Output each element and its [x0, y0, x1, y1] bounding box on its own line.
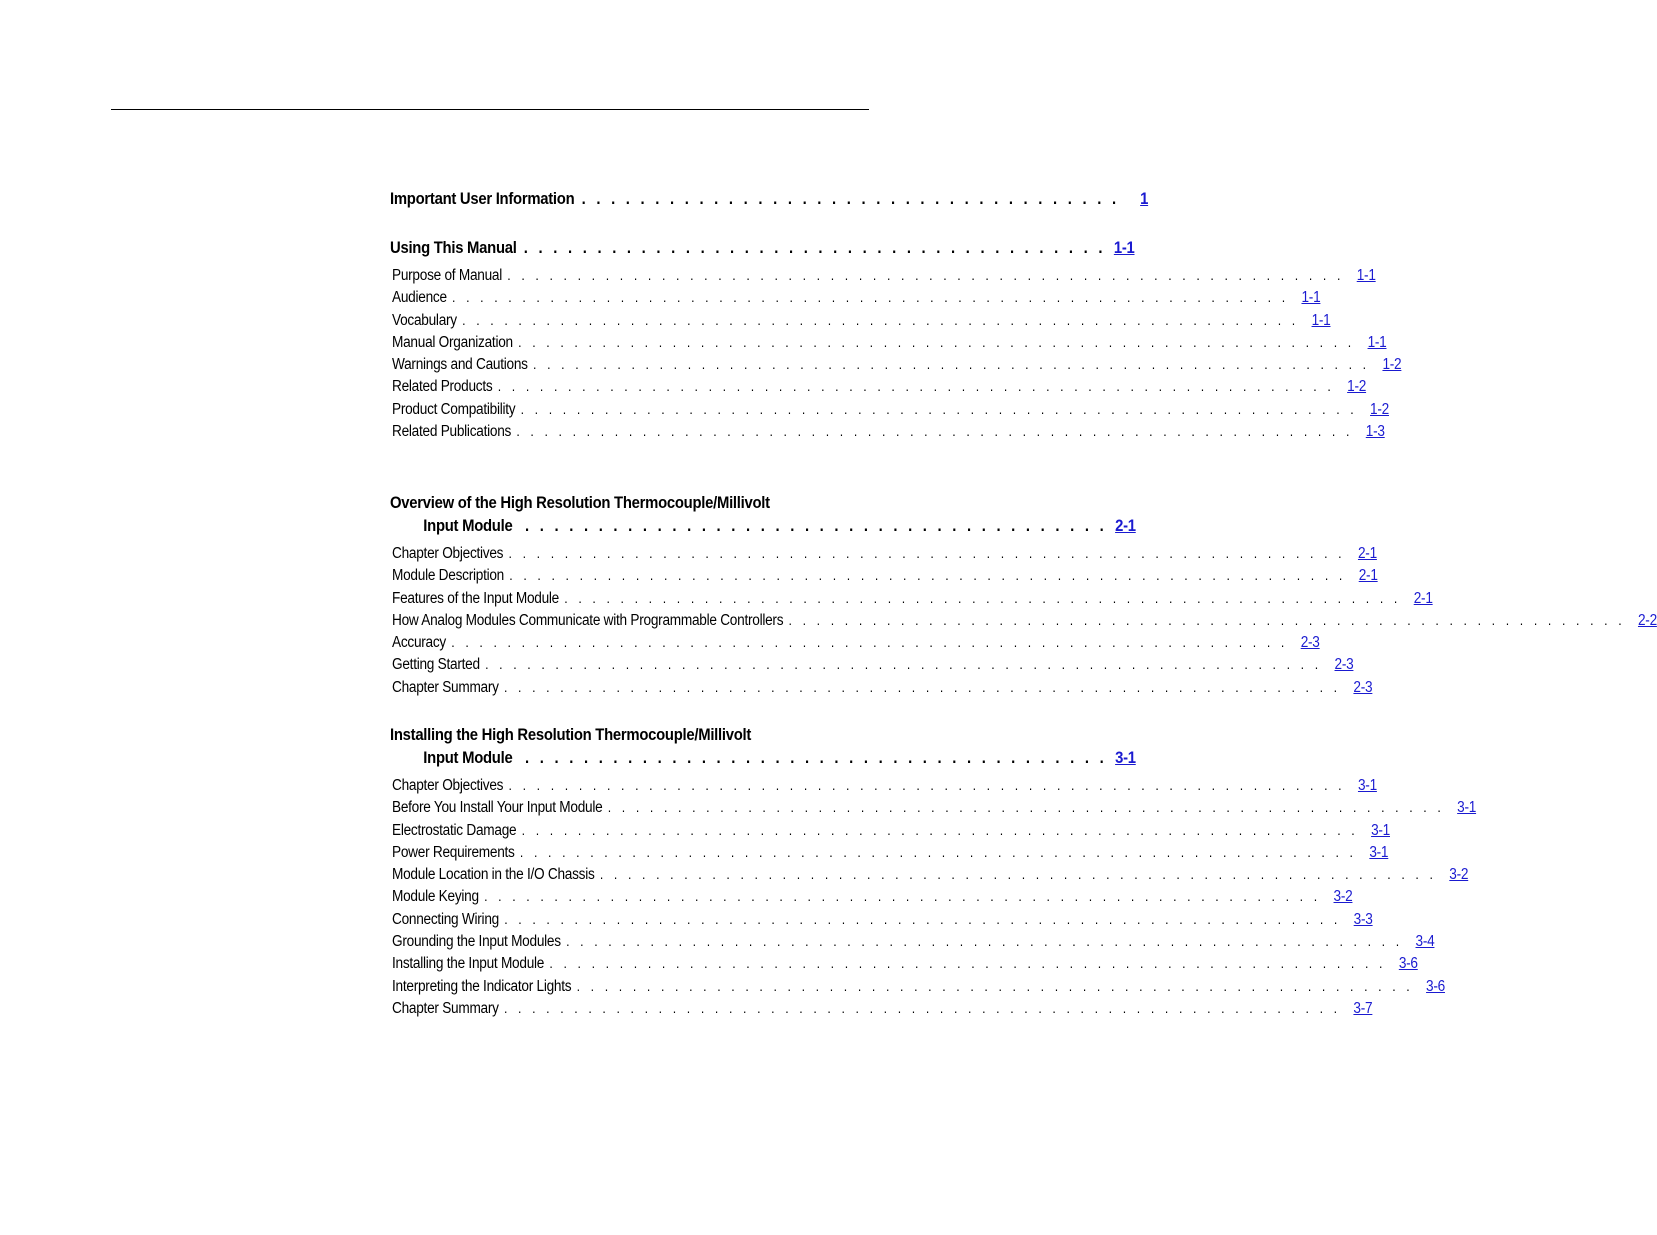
- leader-dots: . . . . . . . . . . . . . . . . . . . . . . . . . . . . . . . . . . . . . . . . . . . . . . . . . . . . . . . . . . . .: [503, 999, 1341, 1016]
- toc-entry[interactable]: [392, 400, 1389, 423]
- section-title-line1: Installing the High Resolution Thermocouple/Millivolt: [390, 726, 752, 744]
- toc-entry[interactable]: [392, 545, 1377, 567]
- leader-dots: . . . . . . . . . . . . . . . . . . . . . . . . . . . . . . . . . . . . . . . . . . . . . . . . . . . . . . . . . . . .: [516, 423, 1354, 440]
- page-link[interactable]: 1-1: [1301, 289, 1321, 307]
- section-title: Using This Manual: [390, 239, 517, 257]
- toc-entry[interactable]: [392, 423, 1385, 445]
- toc-entry[interactable]: [392, 634, 1320, 656]
- page-link[interactable]: 3-2: [1333, 888, 1353, 906]
- section-title-line2: Input Module: [423, 517, 513, 535]
- page-link[interactable]: 2-1: [1413, 589, 1433, 607]
- leader-dots: . . . . . . . . . . . . . . . . . . . . . . . . . . . . . . . . . . . . . . . . . . . . . . . . . . . . . . . . . . . .: [518, 333, 1355, 350]
- page-link[interactable]: 2-3: [1353, 678, 1373, 696]
- entry-title: Connecting Wiring: [392, 910, 499, 928]
- leader-dots: . . . . . . . . . . . . . . . . . . . . . . . . . . . . . . . . . . . . . . . . . . . . . . . . . . . . . . . . . . . .: [607, 799, 1445, 816]
- entry-title: Audience: [392, 289, 447, 307]
- section-title: Important User Information: [390, 190, 575, 208]
- page-link[interactable]: 3-2: [1449, 866, 1469, 884]
- page-link[interactable]: 3-7: [1353, 999, 1373, 1017]
- entry-title: Module Description: [392, 567, 505, 585]
- page-link[interactable]: 1-1: [1356, 267, 1376, 284]
- toc-entry[interactable]: [392, 999, 1373, 1022]
- leader-dots: . . . . . . . . . . . . . . . . . . . . . . . . . . . . . . . . . . . . . . . . . . . . . . . . . . . . . . . . . . . .: [566, 933, 1403, 950]
- leader-dots: . . . . . . . . . . . . . . . . . . . . . . . . . . . . . . . . . . . . . . . . . . . . . . . . . . . . . . . . . . . .: [508, 545, 1346, 561]
- entry-title: Warnings and Cautions: [392, 356, 528, 374]
- entry-title: Electrostatic Damage: [392, 821, 517, 839]
- toc-entry[interactable]: [392, 821, 1391, 844]
- page-link[interactable]: 2-2: [1637, 611, 1657, 629]
- leader-dots: . . . . . . . . . . . . . . . . . . . . . . . . . . . . . . . . . . . . . . . . . . . . . . . . . . . . . . . . . . . .: [599, 866, 1437, 883]
- toc-entry[interactable]: [392, 589, 1433, 612]
- entry-title: Before You Install Your Input Module: [392, 799, 603, 817]
- leader-dots: . . . . . . . . . . . . . . . . . . . . . . . . . . . . . . . . . . . . . . . .: [523, 239, 1106, 257]
- entry-title: Accuracy: [392, 634, 446, 652]
- entry-list: [392, 777, 1477, 1022]
- toc-entry[interactable]: [392, 888, 1353, 910]
- page-link[interactable]: 3-1: [1457, 799, 1477, 817]
- leader-dots: . . . . . . . . . . . . . . . . . . . . . . . . . . . . . . . . . . . . . . . . . . . . . . . . . . . . . . . . . . . .: [549, 955, 1387, 972]
- leader-dots: . . . . . . . . . . . . . . . . . . . . . . . . . . . . . . . . . . . . . . . . . . . . . . . . . . . . . . . . . . . .: [497, 378, 1335, 395]
- toc-entry[interactable]: [392, 777, 1377, 799]
- section-title-line1: Overview of the High Resolution Thermocouple/Millivolt: [390, 494, 770, 512]
- page-link[interactable]: 2-1: [1115, 517, 1136, 535]
- page-link[interactable]: 3-6: [1398, 955, 1418, 973]
- page-link[interactable]: 1-3: [1365, 423, 1385, 441]
- toc-entry[interactable]: [392, 656, 1354, 678]
- toc-section-installing: [390, 726, 1477, 1022]
- page-link[interactable]: 3-1: [1369, 843, 1389, 861]
- leader-dots: . . . . . . . . . . . . . . . . . . . . . . . . . . . . . . . . . . . . . . . . . . . . . . . . . . . . . . . . . . . .: [504, 910, 1341, 927]
- entry-title: Product Compatibility: [392, 400, 516, 418]
- toc-entry[interactable]: [392, 333, 1387, 356]
- entry-title: Purpose of Manual: [392, 267, 503, 284]
- page-link[interactable]: 1-2: [1370, 400, 1389, 418]
- entry-title: Getting Started: [392, 656, 480, 674]
- page-link[interactable]: 3-1: [1371, 821, 1391, 839]
- toc-section-important: [390, 190, 1149, 239]
- entry-title: Grounding the Input Modules: [392, 933, 561, 951]
- page-link[interactable]: 2-3: [1334, 656, 1354, 674]
- toc-entry[interactable]: [392, 378, 1367, 400]
- page-link[interactable]: 3-3: [1353, 910, 1373, 928]
- page-link[interactable]: 3-4: [1415, 933, 1435, 951]
- toc-section-overview: [390, 494, 1657, 726]
- page-link[interactable]: 1: [1140, 190, 1149, 208]
- toc-entry[interactable]: [392, 910, 1373, 933]
- table-of-contents: [390, 190, 1657, 1022]
- leader-dots: . . . . . . . . . . . . . . . . . . . . . . . . . . . . . . . . . . . . . . . . . . . . . . . . . . . . . . . . . . . .: [508, 777, 1346, 793]
- page-link[interactable]: 1-1: [1311, 311, 1331, 329]
- toc-entry[interactable]: [392, 567, 1378, 589]
- toc-entry[interactable]: [392, 289, 1321, 311]
- leader-dots: . . . . . . . . . . . . . . . . . . . . . . . . . . . . . . . . . . . . . . . . . . . . . . . . . . . . . . . . . . . .: [519, 843, 1357, 860]
- leader-dots: . . . . . . . . . . . . . . . . . . . . . . . . . . . . . . . . . . . . . . . . . . . . . . . . . . . . . . . . . . . .: [452, 289, 1289, 306]
- entry-title: Module Keying: [392, 888, 479, 906]
- entry-title: Chapter Objectives: [392, 545, 504, 562]
- entry-title: Features of the Input Module: [392, 589, 560, 607]
- leader-dots: . . . . . . . . . . . . . . . . . . . . . . . . . . . . . . . . . . . . . . . . . . . . . . . . . . . . . . . . . . . .: [507, 267, 1344, 283]
- toc-entry[interactable]: [392, 799, 1477, 821]
- entry-title: Power Requirements: [392, 843, 515, 861]
- leader-dots: . . . . . . . . . . . . . . . . . . . . . . . . . . . . . . . . . . . . . . . . . . . . . . . . . . . . . . . . . . . .: [503, 678, 1341, 695]
- section-title-line2: Input Module: [423, 749, 513, 767]
- entry-title: Related Publications: [392, 423, 512, 441]
- page-link[interactable]: 1-1: [1113, 239, 1135, 257]
- entry-title: Related Products: [392, 378, 493, 396]
- toc-entry[interactable]: [392, 955, 1418, 977]
- toc-entry[interactable]: [392, 866, 1469, 888]
- leader-dots: . . . . . . . . . . . . . . . . . . . . . . . . . . . . . . . . . . . . . . . . . . . . . . . . . . . . . . . . . . . .: [462, 311, 1299, 328]
- entry-title: Chapter Summary: [392, 678, 499, 696]
- toc-entry[interactable]: [392, 977, 1445, 1000]
- entry-list: [392, 545, 1657, 701]
- leader-dots: . . . . . . . . . . . . . . . . . . . . . . . . . . . . . . . . . . . . . . . . . . . . . . . . . . . . . . . . . . . .: [564, 589, 1401, 606]
- toc-entry[interactable]: [392, 356, 1402, 378]
- leader-dots: . . . . . . . . . . . . . . . . . . . . . . . . . . . . . . . . . . . . . . . . . . . . . . . . . . . . . . . . . . . .: [521, 821, 1359, 838]
- entry-title: Vocabulary: [392, 311, 457, 329]
- toc-entry[interactable]: [392, 611, 1657, 634]
- toc-entry[interactable]: [392, 678, 1373, 701]
- entry-title: Installing the Input Module: [392, 955, 545, 973]
- page-link[interactable]: 2-3: [1300, 634, 1320, 652]
- page-link[interactable]: 3-6: [1426, 977, 1445, 995]
- page-link[interactable]: 2-1: [1357, 545, 1377, 562]
- leader-dots: . . . . . . . . . . . . . . . . . . . . . . . . . . . . . . . . . . . . . . . . . . . . . . . . . . . . . . . . . . . .: [485, 656, 1322, 673]
- leader-dots: . . . . . . . . . . . . . . . . . . . . . . . . . . . . . . . . . . . . . . . . . . . . . . . . . . . . . . . . . . . .: [484, 888, 1321, 905]
- leader-dots: . . . . . . . . . . . . . . . . . . . . . . . . . . . . . . . . . . . . . . . .: [525, 749, 1107, 767]
- page-link[interactable]: 3-1: [1357, 777, 1377, 794]
- toc-entry[interactable]: [392, 311, 1331, 334]
- page-link[interactable]: 2-1: [1358, 567, 1378, 585]
- entry-title: How Analog Modules Communicate with Programmable Controllers: [392, 611, 784, 629]
- page-link[interactable]: 1-2: [1382, 356, 1402, 374]
- entry-list: [392, 267, 1402, 445]
- leader-dots: . . . . . . . . . . . . . . . . . . . . . . . . . . . . . . . . . . . . . . . .: [525, 517, 1107, 535]
- leader-dots: . . . . . . . . . . . . . . . . . . . . . . . . . . . . . . . . . . . . . . . . . . . . . . . . . . . . . . . . . . . .: [451, 634, 1288, 651]
- entry-title: Chapter Summary: [392, 999, 499, 1017]
- leader-dots: . . . . . . . . . . . . . . . . . . . . . . . . . . . . . . . . . . . . . . . . . . . . . . . . . . . . . . . . . . . .: [788, 611, 1626, 628]
- leader-dots: . . . . . . . . . . . . . . . . . . . . . . . . . . . . . . . . . . . . . . . . . . . . . . . . . . . . . . . . . . . .: [509, 567, 1346, 584]
- toc-entry[interactable]: [392, 267, 1376, 289]
- leader-dots: . . . . . . . . . . . . . . . . . . . . . . . . . . . . . . . . . . . . .: [581, 190, 1120, 208]
- page-link[interactable]: 1-2: [1347, 378, 1367, 396]
- toc-section-using: [390, 239, 1402, 494]
- toc-entry[interactable]: [392, 933, 1435, 955]
- entry-title: Module Location in the I/O Chassis: [392, 866, 595, 884]
- page-link[interactable]: 1-1: [1367, 333, 1387, 351]
- entry-title: Manual Organization: [392, 333, 513, 351]
- header-rule: [111, 109, 869, 110]
- leader-dots: . . . . . . . . . . . . . . . . . . . . . . . . . . . . . . . . . . . . . . . . . . . . . . . . . . . . . . . . . . . .: [520, 400, 1358, 417]
- entry-title: Chapter Objectives: [392, 777, 504, 794]
- toc-entry[interactable]: [392, 843, 1389, 866]
- entry-title: Interpreting the Indicator Lights: [392, 977, 572, 995]
- page-link[interactable]: 3-1: [1115, 749, 1136, 767]
- leader-dots: . . . . . . . . . . . . . . . . . . . . . . . . . . . . . . . . . . . . . . . . . . . . . . . . . . . . . . . . . . . .: [576, 977, 1414, 994]
- leader-dots: . . . . . . . . . . . . . . . . . . . . . . . . . . . . . . . . . . . . . . . . . . . . . . . . . . . . . . . . . . . .: [533, 356, 1370, 373]
